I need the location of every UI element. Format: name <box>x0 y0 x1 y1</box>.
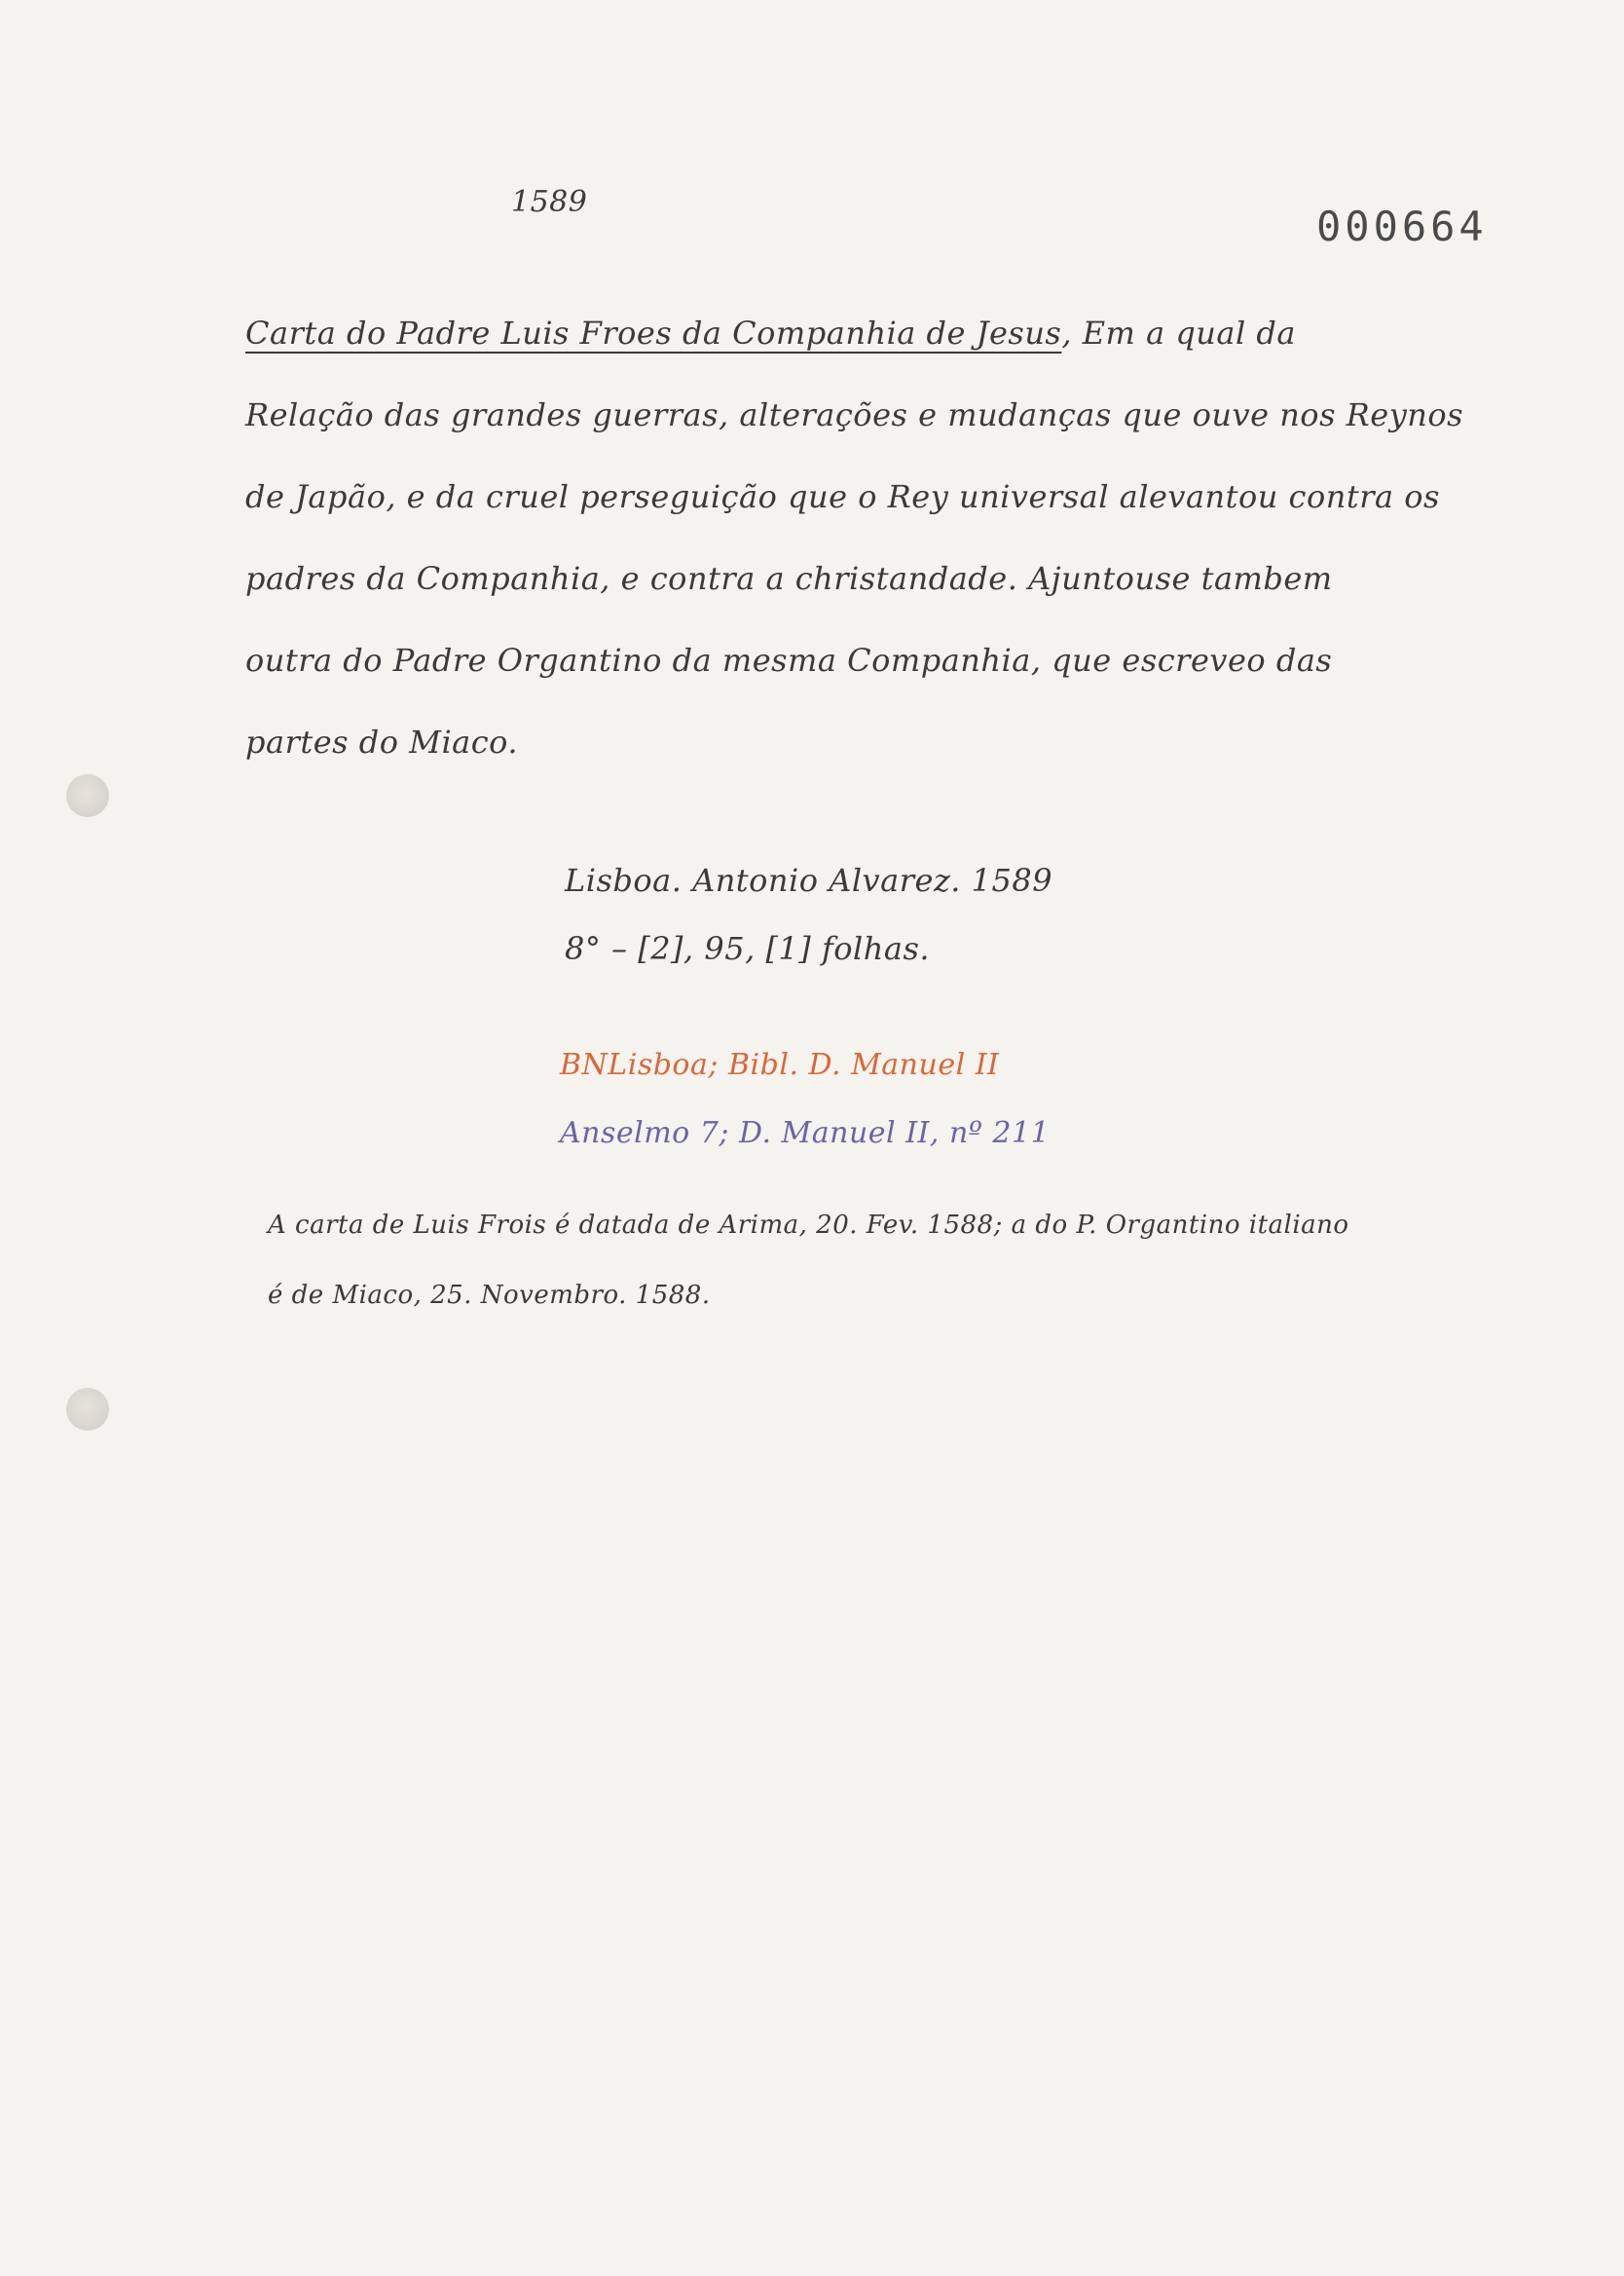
title-underlined: Carta do Padre Luis Froes da Companhia de Jesus <box>245 315 1062 352</box>
title-continuation: , Em a qual da <box>1061 315 1296 352</box>
title-line-6: partes do Miaco. <box>245 724 519 761</box>
note-block <box>268 1206 1514 1346</box>
title-line-1 <box>245 310 1492 392</box>
header-year: 1589 <box>511 185 588 219</box>
title-line-2: Relação das grandes guerras, alterações e mudanças que ouve nos Reynos <box>245 396 1464 433</box>
note-line-2: é de Miaco, 25. Novembro. 1588. <box>268 1281 711 1310</box>
title-line-3: de Japão, e da cruel perseguição que o Rey universal alevantou contra os <box>245 478 1440 515</box>
holdings-libraries: BNLisboa; Bibl. D. Manuel II <box>560 1048 1000 1082</box>
title-line-4: padres da Companhia, e contra a christandade. Ajuntouse tambem <box>245 560 1333 597</box>
imprint-block <box>565 857 1052 993</box>
title-block <box>245 310 1492 801</box>
punch-hole-lower <box>66 1388 109 1431</box>
document-number-stamp: 000664 <box>1316 203 1488 250</box>
holdings-block <box>560 1044 1050 1171</box>
title-line-5: outra do Padre Organtino da mesma Companhia, que escreveo das <box>245 642 1333 679</box>
imprint-place-publisher: Lisboa. Antonio Alvarez. 1589 <box>565 862 1053 899</box>
note-line-1: A carta de Luis Frois é datada de Arima, 20. Fev. 1588; a do P. Organtino italiano <box>268 1211 1349 1240</box>
punch-hole-upper <box>66 774 109 817</box>
holdings-references: Anselmo 7; D. Manuel II, nº 211 <box>560 1116 1051 1150</box>
imprint-collation: 8° – [2], 95, [1] folhas. <box>565 930 931 967</box>
